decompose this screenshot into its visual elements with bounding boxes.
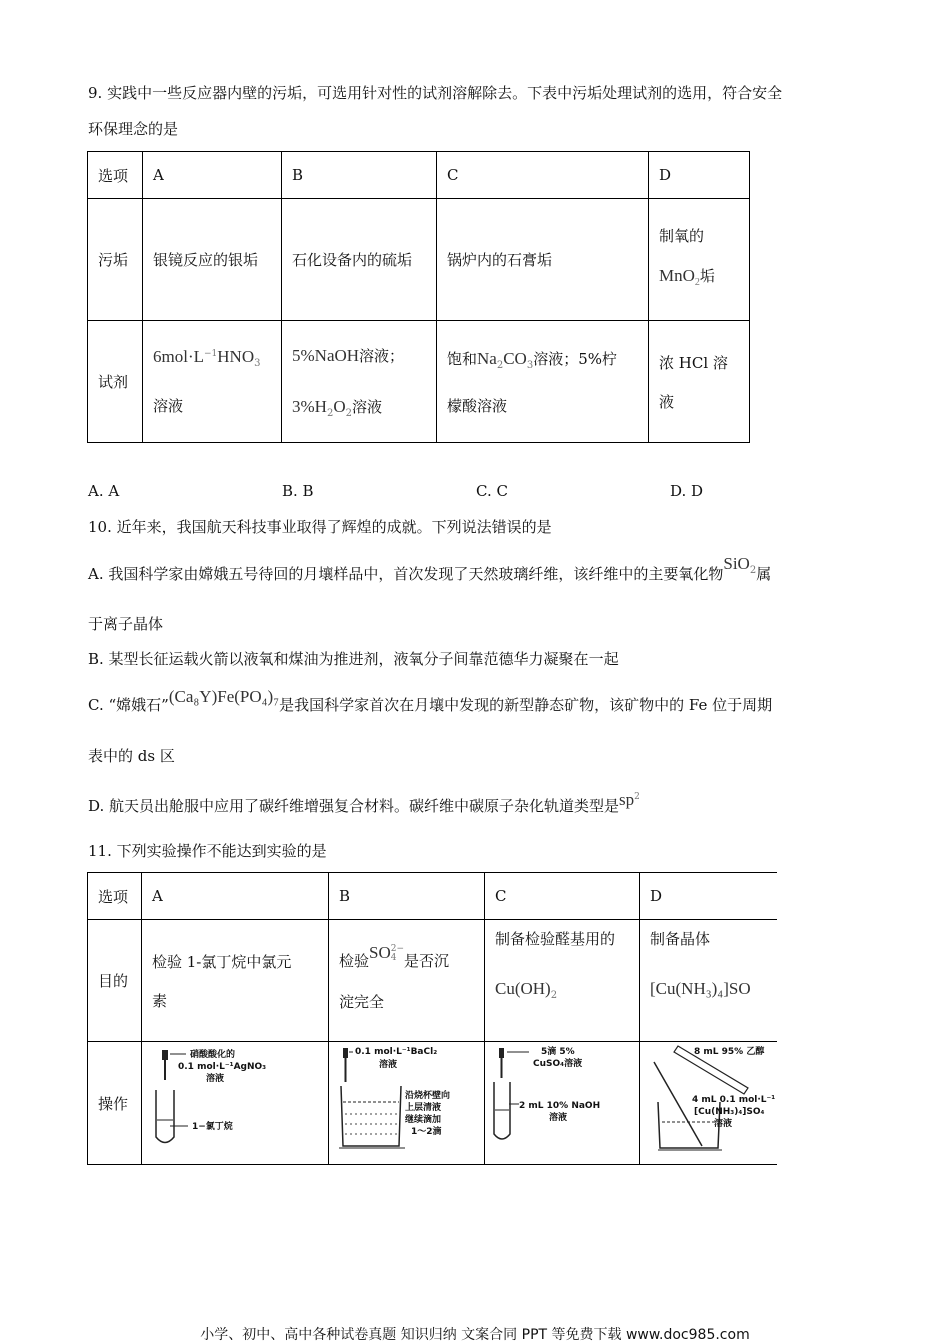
h2o2-a: 3%H [292,396,327,416]
q9-reagent-d-line1: 浓 HCl 溶 [659,353,728,372]
beaker-hatching [345,1114,397,1134]
q11-head-option: 选项 [88,873,142,920]
q9-option-c: C. C [476,482,508,500]
q11-purpose-c [485,920,640,1042]
beaker [341,1086,401,1146]
q11-purpose-b [329,920,485,1042]
hno3-sub: 3 [254,358,261,369]
sp2-formula: sp [619,790,635,809]
diagram-d-svg [644,1042,777,1160]
q11-head-a: A [142,873,329,920]
q10-c-post: 是我国科学家首次在月壤中发现的新型静态矿物，该矿物中的 Fe 位于周期 [279,696,773,714]
q11-row-label-purpose: 目的 [88,920,142,1042]
q10-a-text: A. 我国科学家由嫦娥五号待回的月壤样品中，首次发现了天然玻璃纤维，该纤维中的主要氧化物 [88,565,724,583]
q9-head-d: D [649,152,750,199]
q9-option-b: B. B [282,482,314,500]
q11-purpose-a [142,920,329,1042]
diagram-d-label2: 4 mL 0.1 mol·L⁻¹ [692,1095,776,1105]
hno3-conc: 6mol·L [153,347,204,366]
dropper-bulb-b [343,1048,348,1058]
q10-d-text: D. 航天员出舱服中应用了碳纤维增强复合材料。碳纤维中碳原子杂化轨道类型是 [88,797,620,815]
q9-head-b: B [282,152,437,199]
q9-reagent-d-line2: 液 [659,392,675,411]
q11-b-pre: 检验 [339,951,370,970]
h2o2-sub1: 2 [326,407,334,419]
q9-reagent-c [437,321,649,443]
hno3-formula: HNO [217,347,255,366]
q9-dirt-d-line2 [659,263,739,296]
q11-head-c: C [485,873,640,920]
test-tube [156,1090,174,1143]
na2co3-pre: 饱和 [447,349,478,368]
q9-dirt-b: 石化设备内的硫垢 [282,199,437,321]
dropper-bulb [162,1050,168,1060]
diagram-b-label3: 沿烧杯壁向 [405,1091,451,1101]
naoh-formula: 5%NaOH [292,345,360,365]
cu-complex-formula: [Cu(NH₃)₄]SO [650,979,751,998]
q9-reagent-a [143,321,282,443]
q9-dirt-c: 锅炉内的石膏垢 [437,199,649,321]
q9-head-option: 选项 [88,152,143,199]
mno2-sub: 2 [694,277,700,288]
q9-option-a: A. A [88,482,120,500]
diagram-b-label4: 上层清液 [405,1103,442,1113]
q11-b-post: 是否沉 [404,951,450,970]
so4-sup: 2− [390,943,405,954]
q9-dirt-a: 银镜反应的银垢 [143,199,282,321]
diagram-c-label2: CuSO₄溶液 [533,1059,583,1069]
diagram-b-label6: 1～2滴 [411,1127,442,1137]
q11-purpose-c-line1: 制备检验醛基用的 [495,930,616,948]
na2co3-b: CO [503,348,527,368]
diagram-b-label2: 溶液 [379,1060,398,1070]
h2o2-b: O [333,396,346,416]
q10-option-b: B. 某型长征运载火箭以液氧和煤油为推进剂，液氧分子间靠范德华力凝聚在一起 [88,650,619,668]
diagram-b-svg [333,1042,481,1160]
q11-diagram-b [329,1042,485,1165]
q11-diagram-c [485,1042,640,1165]
q11-table [87,872,777,1165]
q9-row-label-reagent: 试剂 [88,321,143,443]
cuoh2-sub: 2 [550,990,558,1001]
diagram-a-label4: 1−氯丁烷 [192,1122,233,1132]
q11-purpose-a-line1: 检验 1-氯丁烷中氯元 [152,952,292,971]
q11-diagram-d [640,1042,778,1165]
q9-stem-line1: 9. 实践中一些反应器内壁的污垢，可选用针对性的试剂溶解除去。下表中污垢处理试剂的选用，符合安全 [88,84,783,102]
sp2-sup: 2 [634,792,640,802]
na2co3-a: Na [477,348,497,368]
mno2-formula: MnO [659,266,695,285]
q10-option-c-line2: 表中的 ds 区 [88,747,175,765]
so4-formula: SO [369,942,391,962]
q10-option-c [88,687,773,716]
diagram-c-svg [489,1042,636,1160]
page-footer: 小学、初中、高中各种试卷真题 知识归纳 文案合同 PPT 等免费下载 www.doc985.com [200,1327,750,1343]
diagram-b-label5: 继续滴加 [405,1115,442,1125]
diagram-d-label3: [Cu(NH₃)₄]SO₄ [694,1107,765,1117]
q11-head-d: D [640,873,778,920]
q9-reagent-a-line2: 溶液 [153,397,184,415]
diagram-b-label1: 0.1 mol·L⁻¹BaCl₂ [355,1047,438,1057]
q11-stem: 11. 下列实验操作不能达到实验的是 [88,842,327,860]
q9-reagent-c-line2: 檬酸溶液 [447,396,508,415]
diagram-d-label4: 溶液 [714,1119,733,1129]
q10-option-d [88,792,640,817]
q11-diagram-a [142,1042,329,1165]
hno3-sup: −1 [204,349,218,359]
mno2-suffix: 垢 [699,267,715,285]
q11-purpose-b-line2: 淀完全 [339,992,385,1011]
so4-sub: 4 [390,952,397,963]
q9-table [87,151,750,443]
q10-stem: 10. 近年来，我国航天科技事业取得了辉煌的成就。下列说法错误的是 [88,518,552,536]
change-stone-formula: (Ca₈Y)Fe(PO₄)₇ [168,687,280,706]
q9-head-c: C [437,152,649,199]
sio2-sub: 2 [749,565,757,576]
diagram-a-svg [146,1042,324,1160]
q11-purpose-d-line1: 制备晶体 [650,930,711,948]
q9-head-a: A [143,152,282,199]
q11-table-wrap [87,872,777,1166]
diagram-a-label3: 溶液 [206,1074,225,1084]
dropper-bulb-c [499,1048,504,1058]
q9-reagent-b [282,321,437,443]
na2co3-post: 溶液；5%柠 [533,349,618,368]
h2o2-text: 溶液 [351,397,382,416]
q9-dirt-d-line1: 制氧的 [659,227,705,245]
q9-reagent-d [649,321,750,443]
q11-row-label-operation: 操作 [88,1042,142,1165]
sio2-formula: SiO [723,554,750,573]
diagram-a-label2: 0.1 mol·L⁻¹AgNO₃ [178,1062,267,1072]
na2co3-sub1: 2 [496,359,504,371]
q9-row-label-dirt: 污垢 [88,199,143,321]
diagram-a-label1: 硝酸酸化的 [190,1050,236,1060]
q11-purpose-a-line2: 素 [152,991,168,1010]
q10-option-a-line2: 于离子晶体 [88,615,164,633]
diagram-c-label3: 2 mL 10% NaOH [519,1101,601,1111]
q10-c-pre: C. “嫦娥石” [88,696,169,714]
diagram-d-label1: 8 mL 95% 乙醇 [694,1047,765,1057]
diagram-c-label1: 5滴 5% [541,1047,575,1057]
q11-head-b: B [329,873,485,920]
q9-dirt-d [649,199,750,321]
q10-option-a [88,554,772,592]
h2o2-sub2: 2 [345,407,352,419]
q9-stem-line2: 环保理念的是 [88,120,179,138]
q10-a-tail: 属 [756,565,772,583]
q9-option-d: D. D [670,482,704,500]
naoh-text: 溶液； [359,346,405,365]
na2co3-sub2: 3 [526,359,534,371]
q11-purpose-d [640,920,778,1042]
diagram-c-label4: 溶液 [549,1113,568,1123]
cuoh2-formula: Cu(OH) [495,979,551,998]
